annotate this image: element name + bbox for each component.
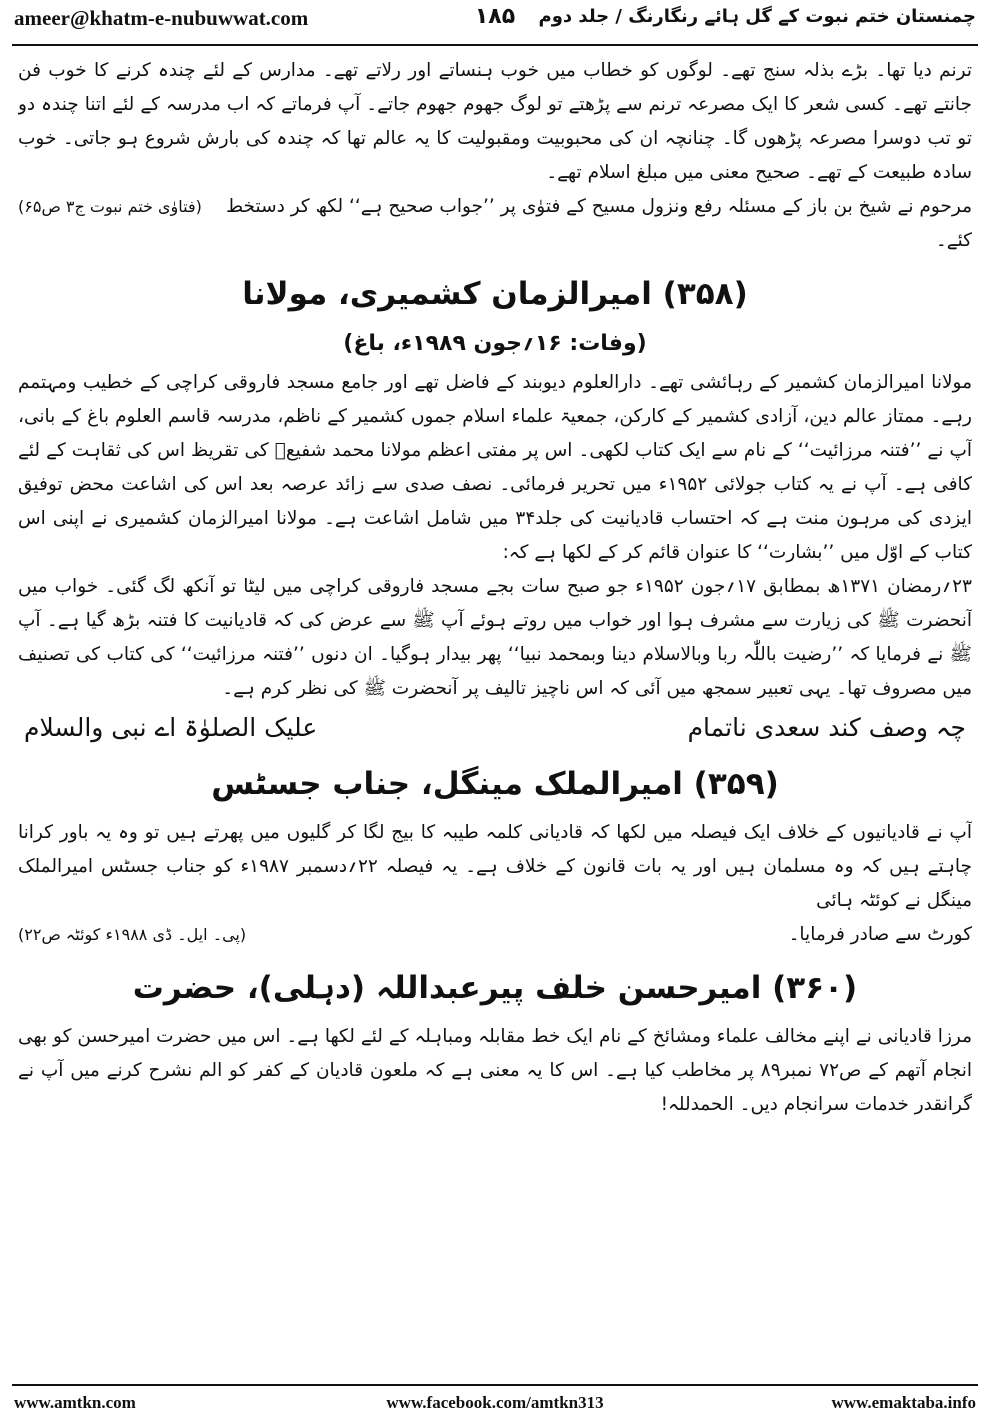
section-359-heading: (۳۵۹) امیرالملک مینگل، جناب جسٹس: [211, 766, 779, 802]
page-number: ۱۸۵: [474, 4, 516, 29]
header-email[interactable]: ameer@khatm-e-nubuwwat.com: [14, 6, 309, 30]
book-title: چمنستان ختم نبوت کے گل ہائے رنگارنگ / جلد دوم: [538, 6, 976, 27]
intro-paragraph: ترنم دیا تھا۔ بڑے بذلہ سنج تھے۔ لوگوں کو خطاب میں خوب ہنساتے اور رلاتے تھے۔ مدارس کے لئے چندہ کرنے کا خوب فن جانتے تھے۔ کسی شعر کا ایک مصرعہ ترنم سے پڑھتے تو لوگ جھوم جھوم جاتے۔ آپ فرماتے کہ اب مدرسہ کے لئے اتنا چندہ دو تو تب دوسرا مصرعہ پڑھوں گا۔ چنانچہ ان کی محبوبیت ومقبولیت کا یہ عالم تھا کہ چندہ کی بارش شروع ہو جاتی۔ خوب سادہ طبیعت کے تھے۔ صحیح معنی میں مبلغ اسلام تھے۔: [18, 60, 972, 183]
poem-couplet: [18, 708, 972, 748]
section-358-paragraph-1: مولانا امیرالزمان کشمیر کے رہائشی تھے۔ دارالعلوم دیوبند کے فاضل تھے اور جامع مسجد فاروقی کراچی کے خطیب ومہتمم رہے۔ ممتاز عالم دین، آزادی کشمیر کے کارکن، جمعیۃ علماء اسلام جموں کشمیر کے ناظم، مدرسہ قاسم العلوم باغ کے بانی، آپ نے ’’فتنہ مرزائیت‘‘ کے نام سے ایک کتاب لکھی۔ اس پر مفتی اعظم مولانا محمد شفیعؒ کی تقریظ اس کی ثقاہت کے لئے کافی ہے۔ آپ نے یہ کتاب جولائی ۱۹۵۲ء میں تحریر فرمائی۔ نصف صدی سے زائد عرصہ بعد اس کی اشاعت محض توفیق ایزدی کی مرہون منت ہے کہ احتساب قادیانیت کی جلد۳۴ میں شامل اشاعت ہے۔ مولانا امیرالزمان کشمیری نے اپنی اس کتاب کے اوّل میں ’’بشارت‘‘ کا عنوان قائم کر کے لکھا ہے کہ:: [18, 372, 972, 563]
section-360-heading: (۳۶۰) امیرحسن خلف پیرعبداللہ (دہلی)، حضرت: [132, 970, 858, 1006]
section-359-last-line-text: کورٹ سے صادر فرمایا۔: [788, 924, 972, 945]
footer-link-amtkn[interactable]: www.amtkn.com: [14, 1393, 136, 1412]
intro-last-line: [18, 190, 972, 258]
section-358-subheading: (وفات: ۱۶؍جون ۱۹۸۹ء، باغ): [343, 331, 647, 356]
section-358-heading: (۳۵۸) امیرالزمان کشمیری، مولانا: [242, 276, 748, 312]
intro-last-line-text: مرحوم نے شیخ بن باز کے مسئلہ رفع ونزول مسیح کے فتوٰی پر ’’جواب صحیح ہے‘‘ لکھ کر دستخط کئے۔: [226, 196, 972, 251]
intro-reference: (فتاوٰی ختم نبوت ج۳ ص۶۵): [18, 197, 202, 216]
footer-link-emaktaba[interactable]: www.emaktaba.info: [831, 1393, 976, 1412]
section-358-paragraph-2: ۲۳؍رمضان ۱۳۷۱ھ بمطابق ۱۷؍جون ۱۹۵۲ء جو صبح سات بجے مسجد فاروقی کراچی میں لیٹا تو آنکھ لگ گئی۔ خواب میں آنحضرت ﷺ کی زیارت سے مشرف ہوا اور خواب میں روتے ہوئے آپ ﷺ سے عرض کی کہ قادیانیت کا فتنہ بڑھ گیا ہے۔ آپ ﷺ نے فرمایا کہ ’’رضیت باللّٰہ ربا وبالاسلام دینا وبمحمد نبیا‘‘ پھر بیدار ہوگیا۔ ان دنوں ’’فتنہ مرزائیت‘‘ کی کتاب کی تصنیف میں مصروف تھا۔ یہی تعبیر سمجھ میں آئی کہ اس ناچیز تالیف پر آنحضرت ﷺ کی نظر کرم ہے۔: [18, 576, 972, 699]
footer-link-facebook[interactable]: www.facebook.com/amtkn313: [386, 1393, 604, 1412]
section-359-paragraph: آپ نے قادیانیوں کے خلاف ایک فیصلہ میں لکھا کہ قادیانی کلمہ طیبہ کا بیج لگا کر گلیوں میں پھرتے ہیں تو وہ یہ باور کرانا چاہتے ہیں کہ وہ مسلمان ہیں اور یہ بات قانون کے خلاف ہے۔ یہ فیصلہ ۲۲؍دسمبر ۱۹۸۷ء کو جناب جسٹس امیرالملک مینگل نے کوئٹہ ہائی: [18, 822, 972, 911]
page-header: [12, 0, 978, 46]
section-359-reference: (پی۔ ایل۔ ڈی ۱۹۸۸ء کوئٹہ ص۲۲): [18, 925, 247, 944]
section-360-paragraph: مرزا قادیانی نے اپنے مخالف علماء ومشائخ کے نام ایک خط مقابلہ ومباہلہ کے لئے لکھا ہے۔ اس میں حضرت امیرحسن کو بھی انجام آتھم کے ص۷۲ نمبر۸۹ پر مخاطب کیا ہے۔ اس کا یہ معنی ہے کہ ملعون قادیان کے کفر کو الم نشرح کرنے میں آپ نے گرانقدر خدمات سرانجام دیں۔ الحمدللہ!: [18, 1026, 972, 1115]
page-content: [18, 54, 972, 1372]
poem-left-hemistich: علیک الصلوٰۃ اے نبی والسلام: [24, 713, 318, 742]
poem-right-hemistich: چہ وصف کند سعدی ناتمام: [687, 713, 966, 742]
page-footer: [12, 1384, 978, 1420]
section-359-last-line: [18, 918, 972, 952]
